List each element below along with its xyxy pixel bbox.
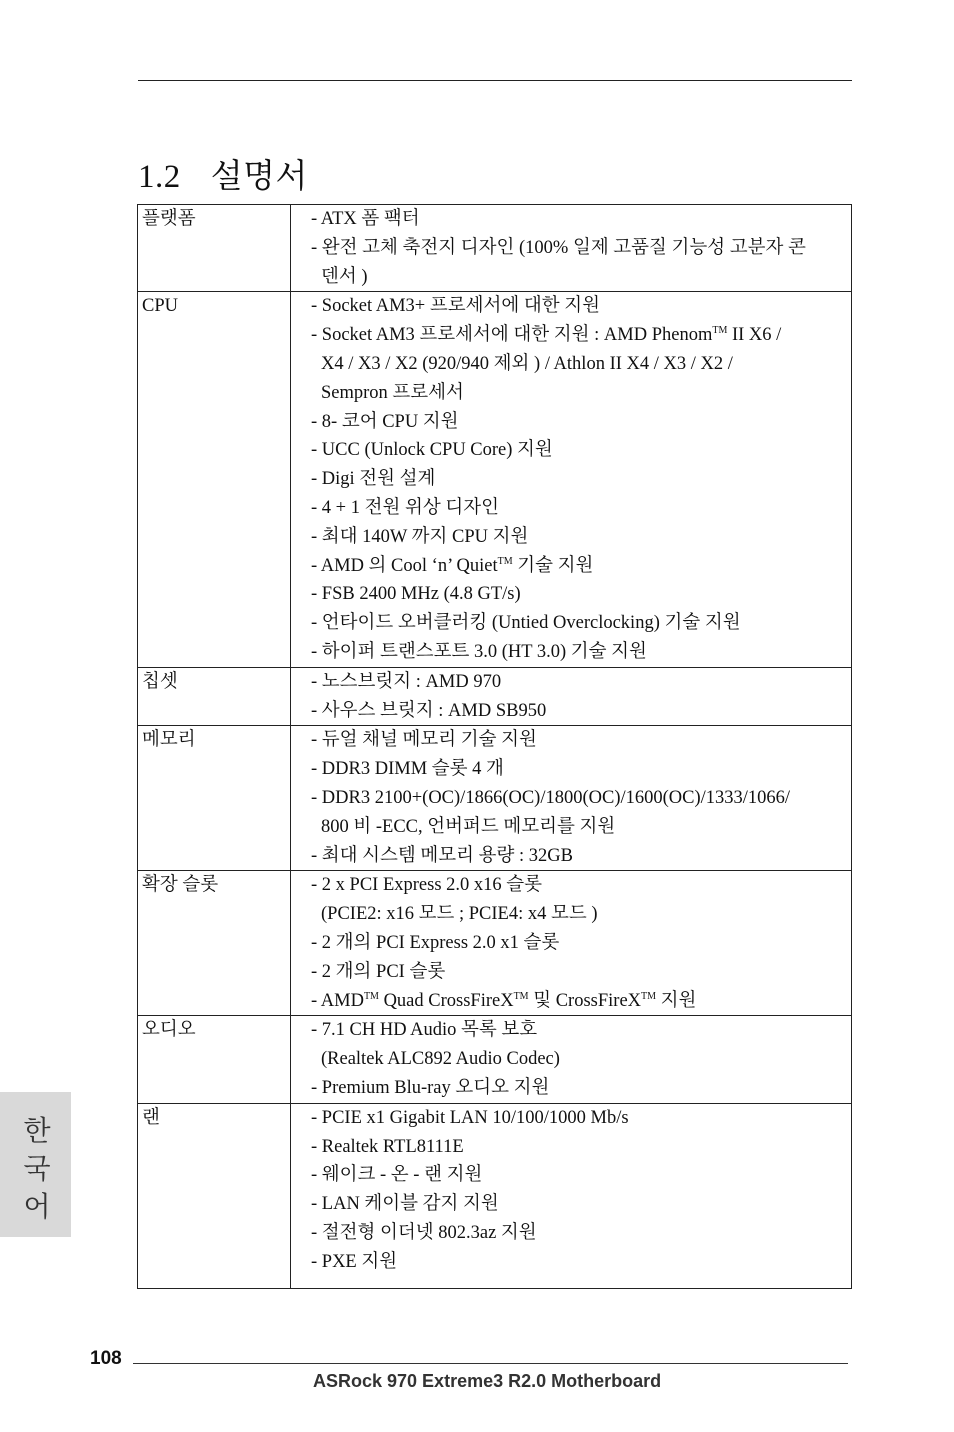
spec-text: - 노스브릿지 : AMD 970 bbox=[311, 671, 502, 692]
spec-line bbox=[311, 726, 845, 755]
spec-line bbox=[311, 1045, 845, 1074]
spec-text: - 하이퍼 트랜스포트 3.0 (HT 3.0) 기술 지원 bbox=[311, 641, 647, 662]
spec-line bbox=[311, 321, 845, 350]
spec-line bbox=[311, 842, 845, 871]
spec-values bbox=[291, 205, 852, 292]
spec-line bbox=[311, 1248, 845, 1277]
section-heading bbox=[138, 150, 308, 197]
trademark-mark: TM bbox=[363, 990, 379, 1002]
spec-line bbox=[311, 871, 845, 900]
spec-line bbox=[311, 813, 845, 842]
section-title: 설명서 bbox=[210, 159, 308, 196]
spec-label: 메모리 bbox=[138, 726, 291, 871]
footer-rule bbox=[133, 1363, 848, 1364]
spec-text: 800 비 -ECC, 언버퍼드 메모리를 지원 bbox=[321, 816, 616, 837]
language-tab-label: 한국어 bbox=[23, 1114, 51, 1223]
spec-line bbox=[311, 1016, 845, 1045]
spec-text: Sempron 프로세서 bbox=[321, 382, 464, 403]
spec-line bbox=[311, 350, 845, 379]
spec-text: - Realtek RTL8111E bbox=[311, 1136, 464, 1157]
spec-text: Quad CrossFireX bbox=[378, 990, 514, 1011]
spec-text: - 2 x PCI Express 2.0 x16 슬롯 bbox=[311, 875, 543, 896]
spec-line bbox=[311, 929, 845, 958]
spec-line bbox=[311, 1219, 845, 1248]
trademark-mark: TM bbox=[513, 990, 529, 1002]
spec-label: 확장 슬롯 bbox=[138, 871, 291, 1016]
spec-text: - PXE 지원 bbox=[311, 1251, 398, 1272]
top-rule bbox=[138, 80, 852, 81]
spec-text: - 2 개의 PCI Express 2.0 x1 슬롯 bbox=[311, 932, 560, 953]
spec-line bbox=[311, 784, 845, 813]
trademark-mark: TM bbox=[497, 555, 513, 567]
spec-label: CPU bbox=[138, 292, 291, 667]
spec-line bbox=[311, 580, 845, 609]
spec-text: - LAN 케이블 감지 지원 bbox=[311, 1194, 499, 1215]
spec-row bbox=[138, 667, 852, 726]
spec-line bbox=[311, 263, 845, 292]
spec-text: - 듀얼 채널 메모리 기술 지원 bbox=[311, 730, 537, 751]
spec-text: 지원 bbox=[656, 990, 697, 1011]
spec-text: II X6 / bbox=[727, 325, 782, 346]
spec-row bbox=[138, 726, 852, 871]
spec-line bbox=[311, 494, 845, 523]
spec-line bbox=[311, 1161, 845, 1190]
spec-line bbox=[311, 234, 845, 263]
spec-text: 기술 지원 bbox=[512, 555, 594, 576]
spec-text: - 웨이크 - 온 - 랜 지원 bbox=[311, 1165, 483, 1186]
spec-text: X4 / X3 / X2 (920/940 제외 ) / Athlon II X4 / X3 / X2 / bbox=[321, 353, 733, 374]
spec-label: 플랫폼 bbox=[138, 205, 291, 292]
spec-text: - 최대 140W 까지 CPU 지원 bbox=[311, 526, 529, 547]
trademark-mark: TM bbox=[712, 325, 728, 337]
spec-text: - AMD 의 Cool ‘n’ Quiet bbox=[311, 555, 498, 576]
spec-line bbox=[311, 408, 845, 437]
spec-line bbox=[311, 436, 845, 465]
spec-text: - Digi 전원 설계 bbox=[311, 469, 436, 490]
spec-values bbox=[291, 1103, 852, 1289]
spec-line bbox=[311, 292, 845, 321]
spec-text: - 언타이드 오버클러킹 (Untied Overclocking) 기술 지원 bbox=[311, 613, 741, 634]
spec-line bbox=[311, 205, 845, 234]
spec-text: - DDR3 DIMM 슬롯 4 개 bbox=[311, 759, 504, 780]
spec-text: - 4 + 1 전원 위상 디자인 bbox=[311, 497, 499, 518]
spec-values bbox=[291, 871, 852, 1016]
spec-text: - 절전형 이더넷 802.3az 지원 bbox=[311, 1222, 537, 1243]
spec-row bbox=[138, 871, 852, 1016]
spec-text: (Realtek ALC892 Audio Codec) bbox=[321, 1049, 560, 1070]
section-number: 1.2 bbox=[138, 159, 181, 196]
spec-text: - 2 개의 PCI 슬롯 bbox=[311, 961, 446, 982]
spec-line bbox=[311, 523, 845, 552]
spec-text: - Socket AM3 프로세서에 대한 지원 : AMD Phenom bbox=[311, 325, 713, 346]
spec-text: - 8- 코어 CPU 지원 bbox=[311, 411, 459, 432]
spec-line bbox=[311, 697, 845, 726]
spec-line bbox=[311, 900, 845, 929]
spec-text: - AMD bbox=[311, 990, 364, 1011]
language-side-tab bbox=[0, 1092, 71, 1237]
spec-text: - 사우스 브릿지 : AMD SB950 bbox=[311, 700, 547, 721]
spec-text: - ATX 폼 팩터 bbox=[311, 209, 420, 229]
spec-text: 및 CrossFireX bbox=[528, 990, 642, 1011]
spec-text: - 최대 시스템 메모리 용량 : 32GB bbox=[311, 845, 573, 866]
spec-text: - UCC (Unlock CPU Core) 지원 bbox=[311, 440, 553, 461]
spec-text: - Socket AM3+ 프로세서에 대한 지원 bbox=[311, 296, 600, 317]
spec-label: 랜 bbox=[138, 1103, 291, 1289]
spec-line bbox=[311, 987, 845, 1016]
spec-line bbox=[311, 1190, 845, 1219]
spec-table bbox=[137, 204, 852, 1289]
spec-line bbox=[311, 1133, 845, 1162]
spec-line bbox=[311, 668, 845, 697]
spec-values bbox=[291, 1016, 852, 1103]
footer-title: ASRock 970 Extreme3 R2.0 Motherboard bbox=[313, 1371, 662, 1391]
spec-line bbox=[311, 609, 845, 638]
spec-line bbox=[311, 1074, 845, 1103]
spec-line bbox=[311, 755, 845, 784]
spec-label: 오디오 bbox=[138, 1016, 291, 1103]
spec-line bbox=[311, 638, 845, 667]
spec-row bbox=[138, 1016, 852, 1103]
spec-text: (PCIE2: x16 모드 ; PCIE4: x4 모드 ) bbox=[321, 904, 598, 925]
spec-line bbox=[311, 379, 845, 408]
trademark-mark: TM bbox=[641, 990, 657, 1002]
spec-line bbox=[311, 958, 845, 987]
spec-values bbox=[291, 292, 852, 667]
spec-row bbox=[138, 1103, 852, 1289]
spec-line bbox=[311, 552, 845, 581]
spec-text: - Premium Blu-ray 오디오 지원 bbox=[311, 1077, 550, 1098]
spec-text: - 7.1 CH HD Audio 목록 보호 bbox=[311, 1020, 538, 1041]
spec-values bbox=[291, 726, 852, 871]
spec-line bbox=[311, 1104, 845, 1133]
spec-row bbox=[138, 205, 852, 292]
spec-text: - 완전 고체 축전지 디자인 (100% 일제 고품질 기능성 고분자 콘 bbox=[311, 237, 806, 258]
spec-text: - DDR3 2100+(OC)/1866(OC)/1800(OC)/1600(OC)/1333/1066/ bbox=[311, 787, 791, 808]
spec-text: 덴서 ) bbox=[321, 266, 368, 287]
spec-text: - PCIE x1 Gigabit LAN 10/100/1000 Mb/s bbox=[311, 1107, 629, 1128]
spec-label: 칩셋 bbox=[138, 667, 291, 726]
spec-text: - FSB 2400 MHz (4.8 GT/s) bbox=[311, 584, 521, 605]
spec-line bbox=[311, 465, 845, 494]
spec-row bbox=[138, 292, 852, 667]
page-number: 108 bbox=[90, 1348, 122, 1369]
spec-values bbox=[291, 667, 852, 726]
